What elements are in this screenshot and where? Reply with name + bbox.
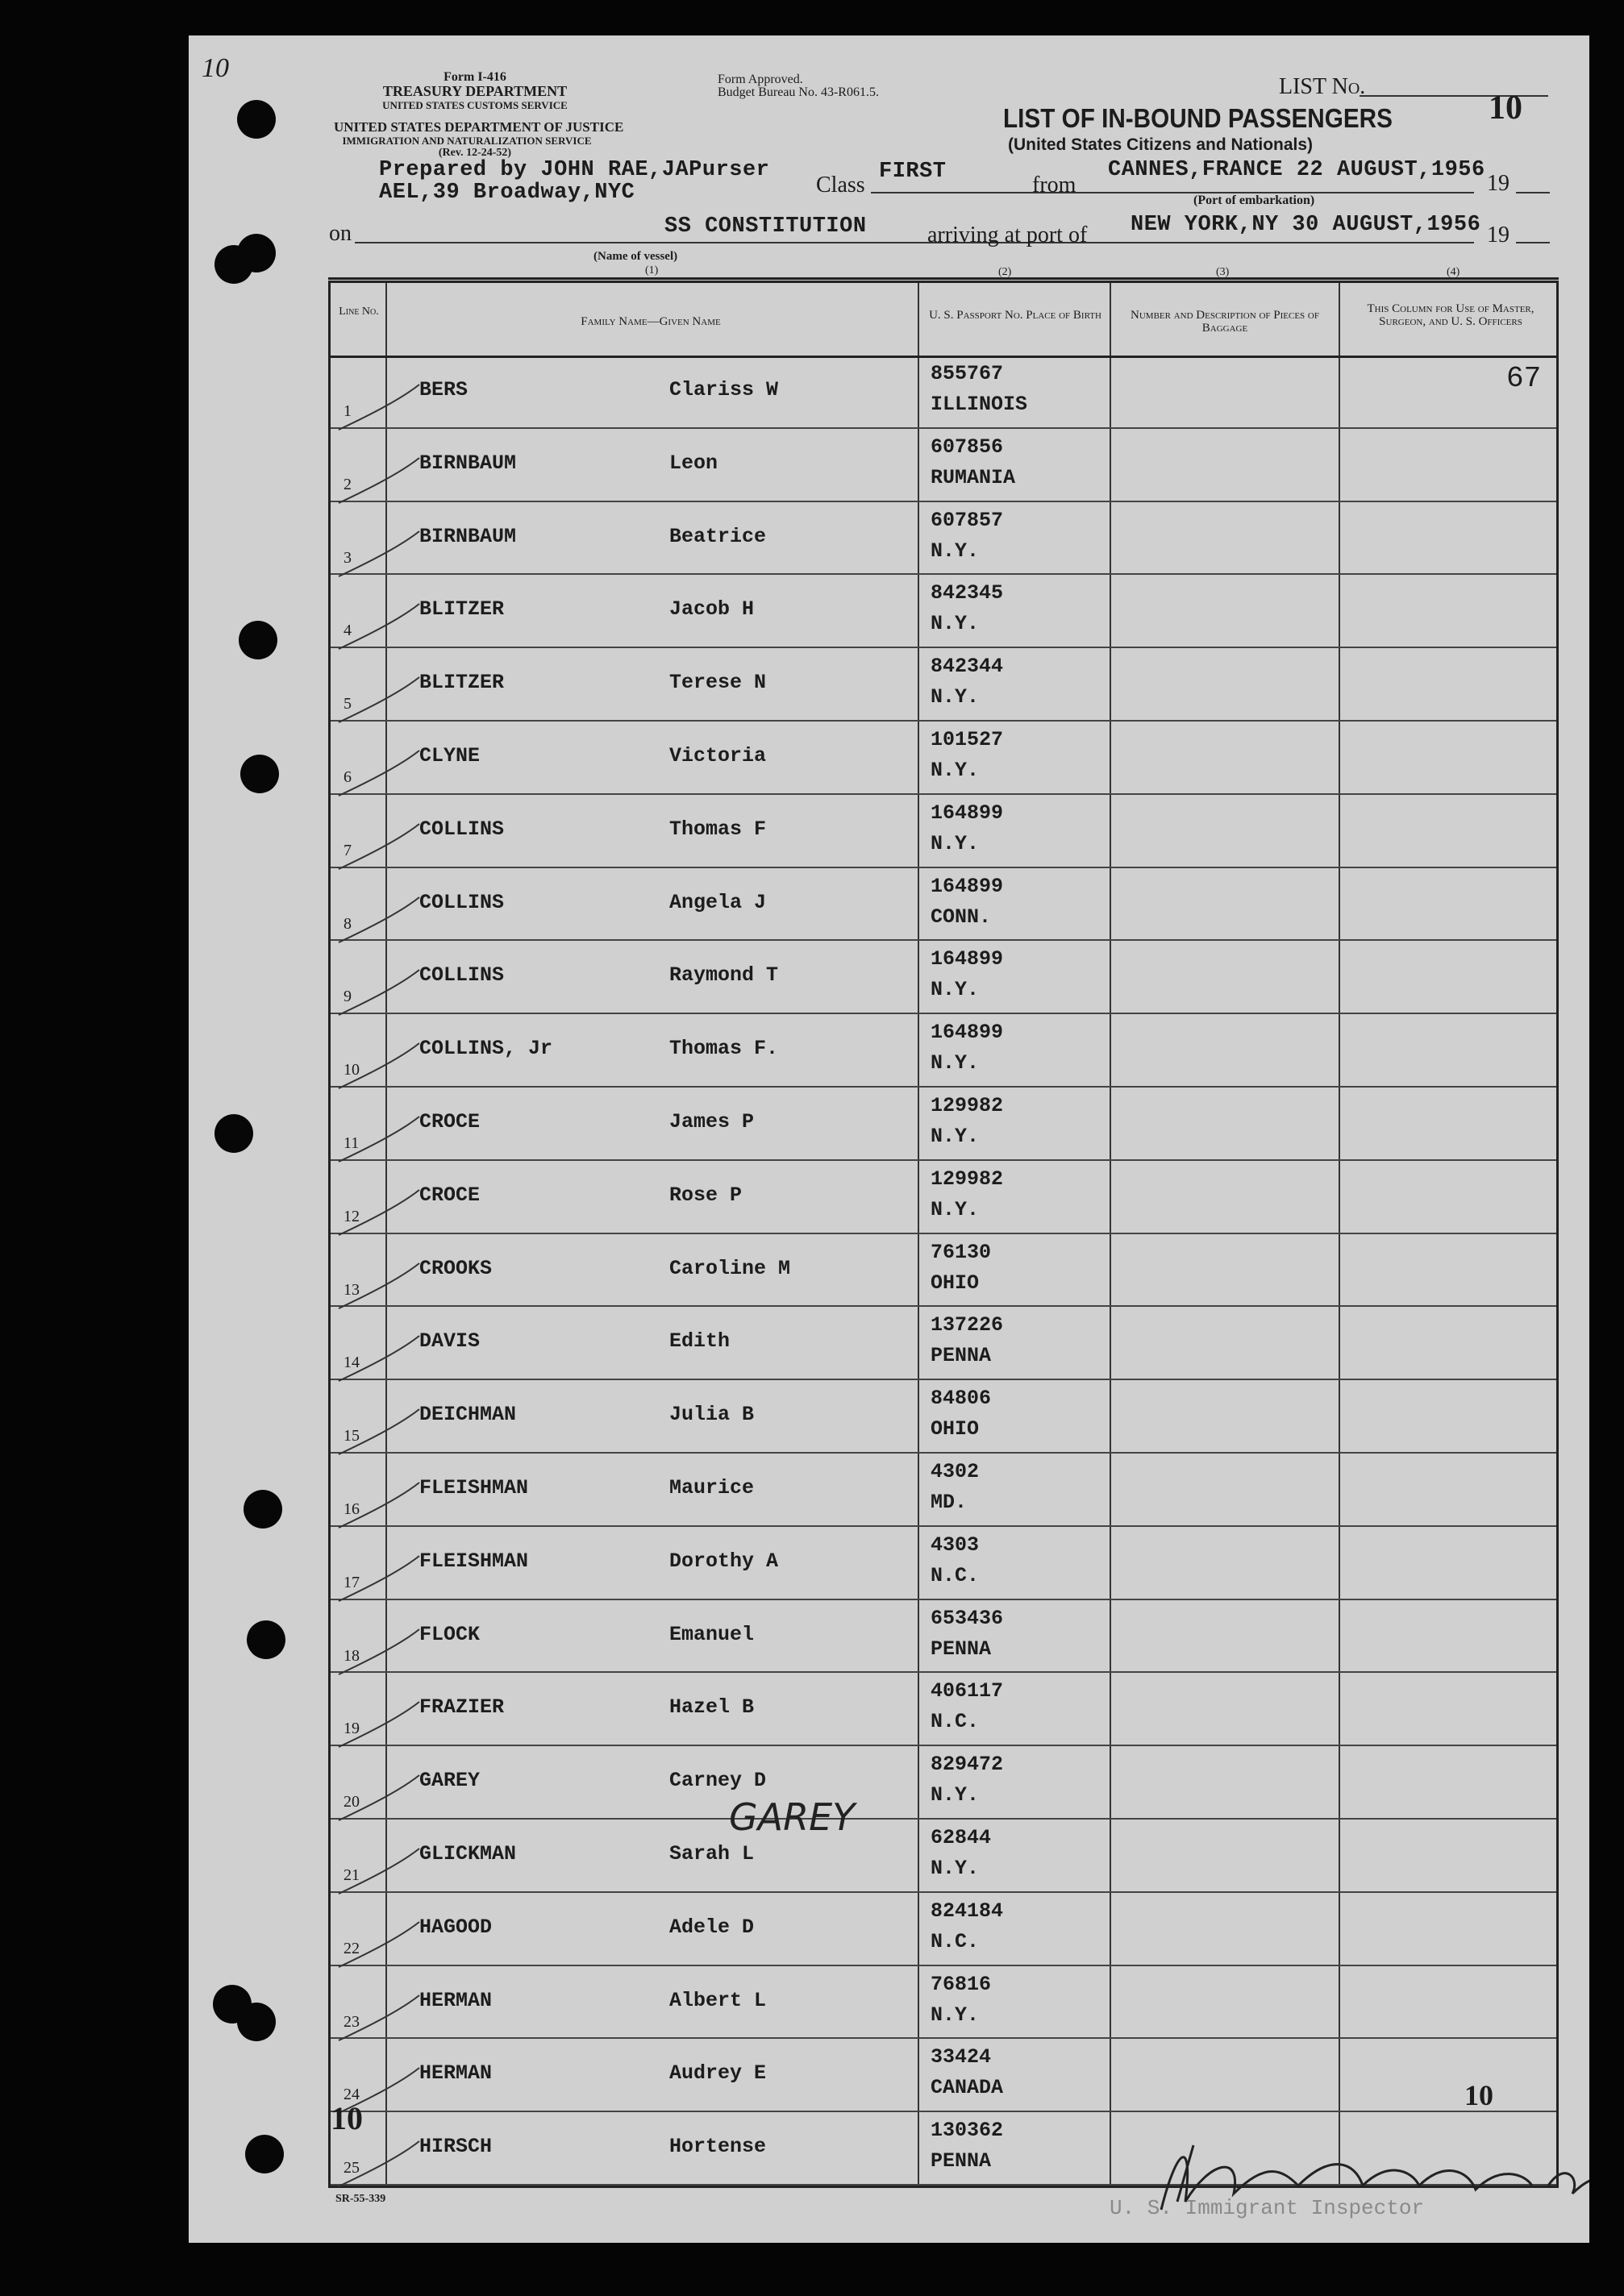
line-number: 2 xyxy=(344,475,352,493)
customs-service: UNITED STATES CUSTOMS SERVICE xyxy=(382,99,568,111)
place-of-birth: N.Y. xyxy=(931,1783,980,1807)
family-name: BLITZER xyxy=(419,597,505,622)
family-name: GAREY xyxy=(419,1769,481,1793)
family-name: FRAZIER xyxy=(419,1695,505,1720)
place-of-birth: N.Y. xyxy=(931,2003,980,2027)
line-number: 21 xyxy=(344,1866,360,1884)
header-passport: U. S. Passport No. Place of Birth xyxy=(929,309,1101,322)
check-mark xyxy=(335,453,424,510)
family-name: CROCE xyxy=(419,1183,481,1207)
check-mark xyxy=(335,1038,424,1095)
arrival-value: NEW YORK,NY 30 AUGUST,1956 xyxy=(1131,213,1481,237)
family-name: BERS xyxy=(419,378,468,401)
table-row xyxy=(331,868,1556,942)
line-number: 6 xyxy=(344,768,352,786)
line-number: 11 xyxy=(344,1134,360,1152)
check-mark xyxy=(335,892,424,949)
family-name: BLITZER xyxy=(419,671,505,695)
table-row xyxy=(331,1527,1556,1600)
passport-number: 164899 xyxy=(931,874,1004,898)
line-number: 15 xyxy=(344,1427,360,1445)
punch-hole xyxy=(244,1490,282,1529)
family-name: DAVIS xyxy=(419,1329,481,1354)
line-number: 23 xyxy=(344,2012,360,2031)
department-name: TREASURY DEPARTMENT xyxy=(382,83,568,99)
table-row xyxy=(331,941,1556,1014)
handwritten-correction: GAREY xyxy=(729,1795,856,1839)
line-number: 14 xyxy=(344,1354,360,1372)
ins-name: IMMIGRATION AND NATURALIZATION SERVICE xyxy=(342,135,592,147)
table-row xyxy=(331,1893,1556,1966)
check-mark xyxy=(335,1917,424,1974)
revision-date: (Rev. 12-24-52) xyxy=(438,147,512,159)
given-name: Sarah L xyxy=(669,1842,755,1866)
passport-number: 824184 xyxy=(931,1899,1004,1923)
header-line-no: Line No. xyxy=(339,306,379,318)
family-name: COLLINS xyxy=(419,890,505,914)
check-mark xyxy=(335,1112,424,1168)
given-name: Thomas F. xyxy=(669,1037,779,1061)
passport-number: 62844 xyxy=(931,1826,992,1849)
punch-hole xyxy=(237,100,276,139)
header-baggage: Number and Description of Pieces of Baggage xyxy=(1131,309,1319,335)
from-label: from xyxy=(1032,173,1076,198)
place-of-birth: N.Y. xyxy=(931,539,980,563)
family-name: HIRSCH xyxy=(419,2135,493,2159)
place-of-birth: MD. xyxy=(931,1491,968,1514)
check-mark xyxy=(335,1331,424,1387)
given-name: Maurice xyxy=(669,1476,755,1499)
given-name: Angela J xyxy=(669,890,767,914)
passport-number: 653436 xyxy=(931,1606,1004,1630)
line-number: 22 xyxy=(344,1939,360,1957)
check-mark xyxy=(335,746,424,802)
table-row xyxy=(331,2039,1556,2112)
class-label: Class xyxy=(816,173,865,198)
given-name: Victoria xyxy=(669,744,767,767)
punch-hole xyxy=(245,2135,284,2173)
place-of-birth: OHIO xyxy=(931,1271,980,1295)
passport-number: 855767 xyxy=(931,362,1004,385)
family-name: GLICKMAN xyxy=(419,1842,517,1866)
family-name: FLEISHMAN xyxy=(419,1476,529,1499)
on-label: on xyxy=(329,221,352,246)
family-name: CROCE xyxy=(419,1110,481,1133)
given-name: Thomas F xyxy=(669,817,767,841)
punch-hole xyxy=(237,2003,276,2041)
page-subtitle: (United States Citizens and Nationals) xyxy=(1008,135,1314,154)
arriving-label: arriving at port of xyxy=(927,223,1088,247)
passport-number: 607856 xyxy=(931,435,1004,459)
col-number-3: (3) xyxy=(1216,266,1230,278)
given-name: Hazel B xyxy=(669,1695,755,1720)
passport-number: 76816 xyxy=(931,1972,992,1996)
table-row xyxy=(331,502,1556,576)
col-number-1: (1) xyxy=(645,264,659,277)
given-name: Beatrice xyxy=(669,524,767,548)
given-name: Terese N xyxy=(669,671,767,695)
place-of-birth: N.Y. xyxy=(931,1197,980,1221)
table-row xyxy=(331,1966,1556,2040)
passport-number: 164899 xyxy=(931,801,1004,825)
place-of-birth: N.Y. xyxy=(931,612,980,636)
table-row xyxy=(331,795,1556,868)
given-name: Clariss W xyxy=(669,378,779,401)
table-row xyxy=(331,1380,1556,1454)
line-number: 24 xyxy=(344,2086,360,2104)
family-name: BIRNBAUM xyxy=(419,451,517,475)
vessel-name: SS CONSTITUTION xyxy=(664,214,867,239)
list-no-value: 10 xyxy=(1489,89,1522,127)
check-mark xyxy=(335,965,424,1021)
list-no-label: LIST No. xyxy=(1279,74,1366,99)
given-name: Emanuel xyxy=(669,1622,755,1646)
passenger-table xyxy=(328,281,1559,2188)
table-row xyxy=(331,1746,1556,1820)
place-of-birth: CANADA xyxy=(931,2076,1004,2100)
family-name: COLLINS xyxy=(419,817,505,841)
punch-hole xyxy=(237,234,276,272)
table-row xyxy=(331,1088,1556,1161)
header-name: Family Name—Given Name xyxy=(581,315,721,328)
place-of-birth: N.Y. xyxy=(931,1051,980,1075)
given-name: Adele D xyxy=(669,1915,755,1939)
footer-left-mark: 10 xyxy=(331,2100,363,2136)
page-title: LIST OF IN-BOUND PASSENGERS xyxy=(1003,103,1393,133)
passport-number: 137226 xyxy=(931,1313,1004,1337)
family-name: CROOKS xyxy=(419,1256,493,1280)
passport-number: 84806 xyxy=(931,1387,992,1411)
passport-number: 130362 xyxy=(931,2119,1004,2143)
passport-number: 4303 xyxy=(931,1533,980,1557)
place-of-birth: N.C. xyxy=(931,1929,980,1953)
line-number: 19 xyxy=(344,1720,360,1738)
check-mark xyxy=(335,1258,424,1315)
given-name: Julia B xyxy=(669,1403,755,1427)
check-mark xyxy=(335,1770,424,1827)
given-name: Caroline M xyxy=(669,1256,791,1280)
place-of-birth: N.Y. xyxy=(931,685,980,709)
check-mark xyxy=(335,526,424,583)
given-name: Leon xyxy=(669,451,718,475)
passport-number: 842344 xyxy=(931,655,1004,679)
family-name: FLOCK xyxy=(419,1622,481,1646)
table-row xyxy=(331,1673,1556,1746)
corner-mark: 10 xyxy=(202,53,229,83)
place-of-birth: PENNA xyxy=(931,2149,992,2173)
manifest-page xyxy=(189,35,1589,2243)
line-number: 8 xyxy=(344,914,352,933)
check-mark xyxy=(335,1185,424,1242)
line-number: 3 xyxy=(344,548,352,567)
place-of-birth: OHIO xyxy=(931,1417,980,1441)
check-mark xyxy=(335,599,424,655)
form-code: SR-55-339 xyxy=(335,2193,386,2205)
passport-number: 33424 xyxy=(931,2045,992,2069)
place-of-birth: N.Y. xyxy=(931,831,980,855)
passport-number: 829472 xyxy=(931,1753,1004,1777)
passport-number: 607857 xyxy=(931,508,1004,532)
family-name: COLLINS, Jr xyxy=(419,1037,553,1061)
line-number: 25 xyxy=(344,2159,360,2177)
form-approved: Form Approved. xyxy=(718,73,803,86)
place-of-birth: N.C. xyxy=(931,1563,980,1587)
family-name: HERMAN xyxy=(419,2061,493,2086)
line-number: 10 xyxy=(344,1061,360,1079)
place-of-birth: N.Y. xyxy=(931,1125,980,1148)
check-mark xyxy=(335,1990,424,2047)
given-name: Carney D xyxy=(669,1769,767,1793)
check-mark xyxy=(335,1404,424,1461)
justice-department: UNITED STATES DEPARTMENT OF JUSTICE xyxy=(334,119,624,135)
family-name: BIRNBAUM xyxy=(419,524,517,548)
check-mark xyxy=(335,1478,424,1534)
line-number: 18 xyxy=(344,1646,360,1665)
place-of-birth: N.Y. xyxy=(931,1857,980,1880)
check-mark xyxy=(335,1697,424,1753)
line-number: 1 xyxy=(344,402,352,420)
family-name: CLYNE xyxy=(419,744,481,767)
given-name: Hortense xyxy=(669,2135,767,2159)
table-row xyxy=(331,575,1556,648)
place-of-birth: CONN. xyxy=(931,905,992,929)
place-of-birth: PENNA xyxy=(931,1344,992,1368)
check-mark xyxy=(335,819,424,876)
line-number: 5 xyxy=(344,695,352,713)
check-mark xyxy=(335,2136,424,2193)
table-row xyxy=(331,1234,1556,1308)
passport-number: 76130 xyxy=(931,1240,992,1264)
line-number: 17 xyxy=(344,1573,360,1591)
given-name: Audrey E xyxy=(669,2061,767,2086)
given-name: Jacob H xyxy=(669,597,755,622)
from-value: CANNES,FRANCE 22 AUGUST,1956 xyxy=(1108,158,1485,182)
port-embarkation-label: (Port of embarkation) xyxy=(1193,193,1315,207)
table-row xyxy=(331,1161,1556,1234)
line-number: 16 xyxy=(344,1500,360,1518)
budget-bureau: Budget Bureau No. 43-R061.5. xyxy=(718,85,879,99)
place-of-birth: N.Y. xyxy=(931,978,980,1002)
passport-number: 406117 xyxy=(931,1679,1004,1703)
prepared-by: Prepared by JOHN RAE,JAPurser xyxy=(379,158,770,182)
given-name: Albert L xyxy=(669,1988,767,2012)
check-mark xyxy=(335,1844,424,1900)
table-row xyxy=(331,356,1556,429)
punch-hole xyxy=(240,755,279,793)
col-number-2: (2) xyxy=(998,266,1012,278)
table-row xyxy=(331,1600,1556,1674)
place-of-birth: N.Y. xyxy=(931,759,980,782)
form-number: Form I-416 xyxy=(443,70,506,84)
line-number: 9 xyxy=(344,988,352,1006)
class-value: FIRST xyxy=(879,160,947,184)
given-name: Rose P xyxy=(669,1183,743,1207)
check-mark xyxy=(335,1551,424,1608)
place-of-birth: PENNA xyxy=(931,1637,992,1661)
from-year-suffix: 19 xyxy=(1487,171,1509,196)
line-number: 13 xyxy=(344,1280,360,1299)
col-number-4: (4) xyxy=(1447,266,1460,278)
table-row xyxy=(331,1307,1556,1380)
header-officers: This Column for Use of Master, Surgeon, and U. S. Officers xyxy=(1367,302,1534,328)
arrival-year-suffix: 19 xyxy=(1487,223,1509,247)
table-row xyxy=(331,1014,1556,1088)
table-row xyxy=(331,722,1556,795)
passport-number: 129982 xyxy=(931,1167,1004,1191)
passport-number: 101527 xyxy=(931,728,1004,751)
table-row xyxy=(331,1454,1556,1527)
line-number: 4 xyxy=(344,622,352,640)
place-of-birth: RUMANIA xyxy=(931,465,1016,489)
punch-hole xyxy=(239,621,277,659)
footer-right-mark: 10 xyxy=(1464,2079,1493,2111)
family-name: HAGOOD xyxy=(419,1915,493,1939)
passport-number: 4302 xyxy=(931,1460,980,1483)
check-mark xyxy=(335,1624,424,1681)
line-number: 12 xyxy=(344,1207,360,1225)
punch-hole xyxy=(247,1620,285,1659)
passport-number: 842345 xyxy=(931,581,1004,605)
officer-note: 67 xyxy=(1506,362,1542,395)
passport-number: 164899 xyxy=(931,947,1004,971)
given-name: Edith xyxy=(669,1329,731,1354)
check-mark xyxy=(335,672,424,729)
table-header xyxy=(331,283,1556,358)
family-name: HERMAN xyxy=(419,1988,493,2012)
place-of-birth: N.C. xyxy=(931,1710,980,1734)
vessel-name-label: (Name of vessel) xyxy=(593,250,678,263)
inspector-label: U. S. Immigrant Inspector xyxy=(1110,2196,1425,2220)
table-row xyxy=(331,1820,1556,1893)
given-name: Dorothy A xyxy=(669,1549,779,1573)
given-name: Raymond T xyxy=(669,963,779,988)
line-number: 7 xyxy=(344,841,352,859)
place-of-birth: ILLINOIS xyxy=(931,393,1028,416)
table-row xyxy=(331,648,1556,722)
given-name: James P xyxy=(669,1110,755,1133)
check-mark xyxy=(335,380,424,436)
prepared-address: AEL,39 Broadway,NYC xyxy=(379,181,635,205)
passport-number: 129982 xyxy=(931,1094,1004,1117)
family-name: COLLINS xyxy=(419,963,505,988)
table-row xyxy=(331,429,1556,502)
family-name: FLEISHMAN xyxy=(419,1549,529,1573)
passport-number: 164899 xyxy=(931,1021,1004,1045)
line-number: 20 xyxy=(344,1793,360,1811)
family-name: DEICHMAN xyxy=(419,1403,517,1427)
punch-hole xyxy=(214,1114,253,1153)
